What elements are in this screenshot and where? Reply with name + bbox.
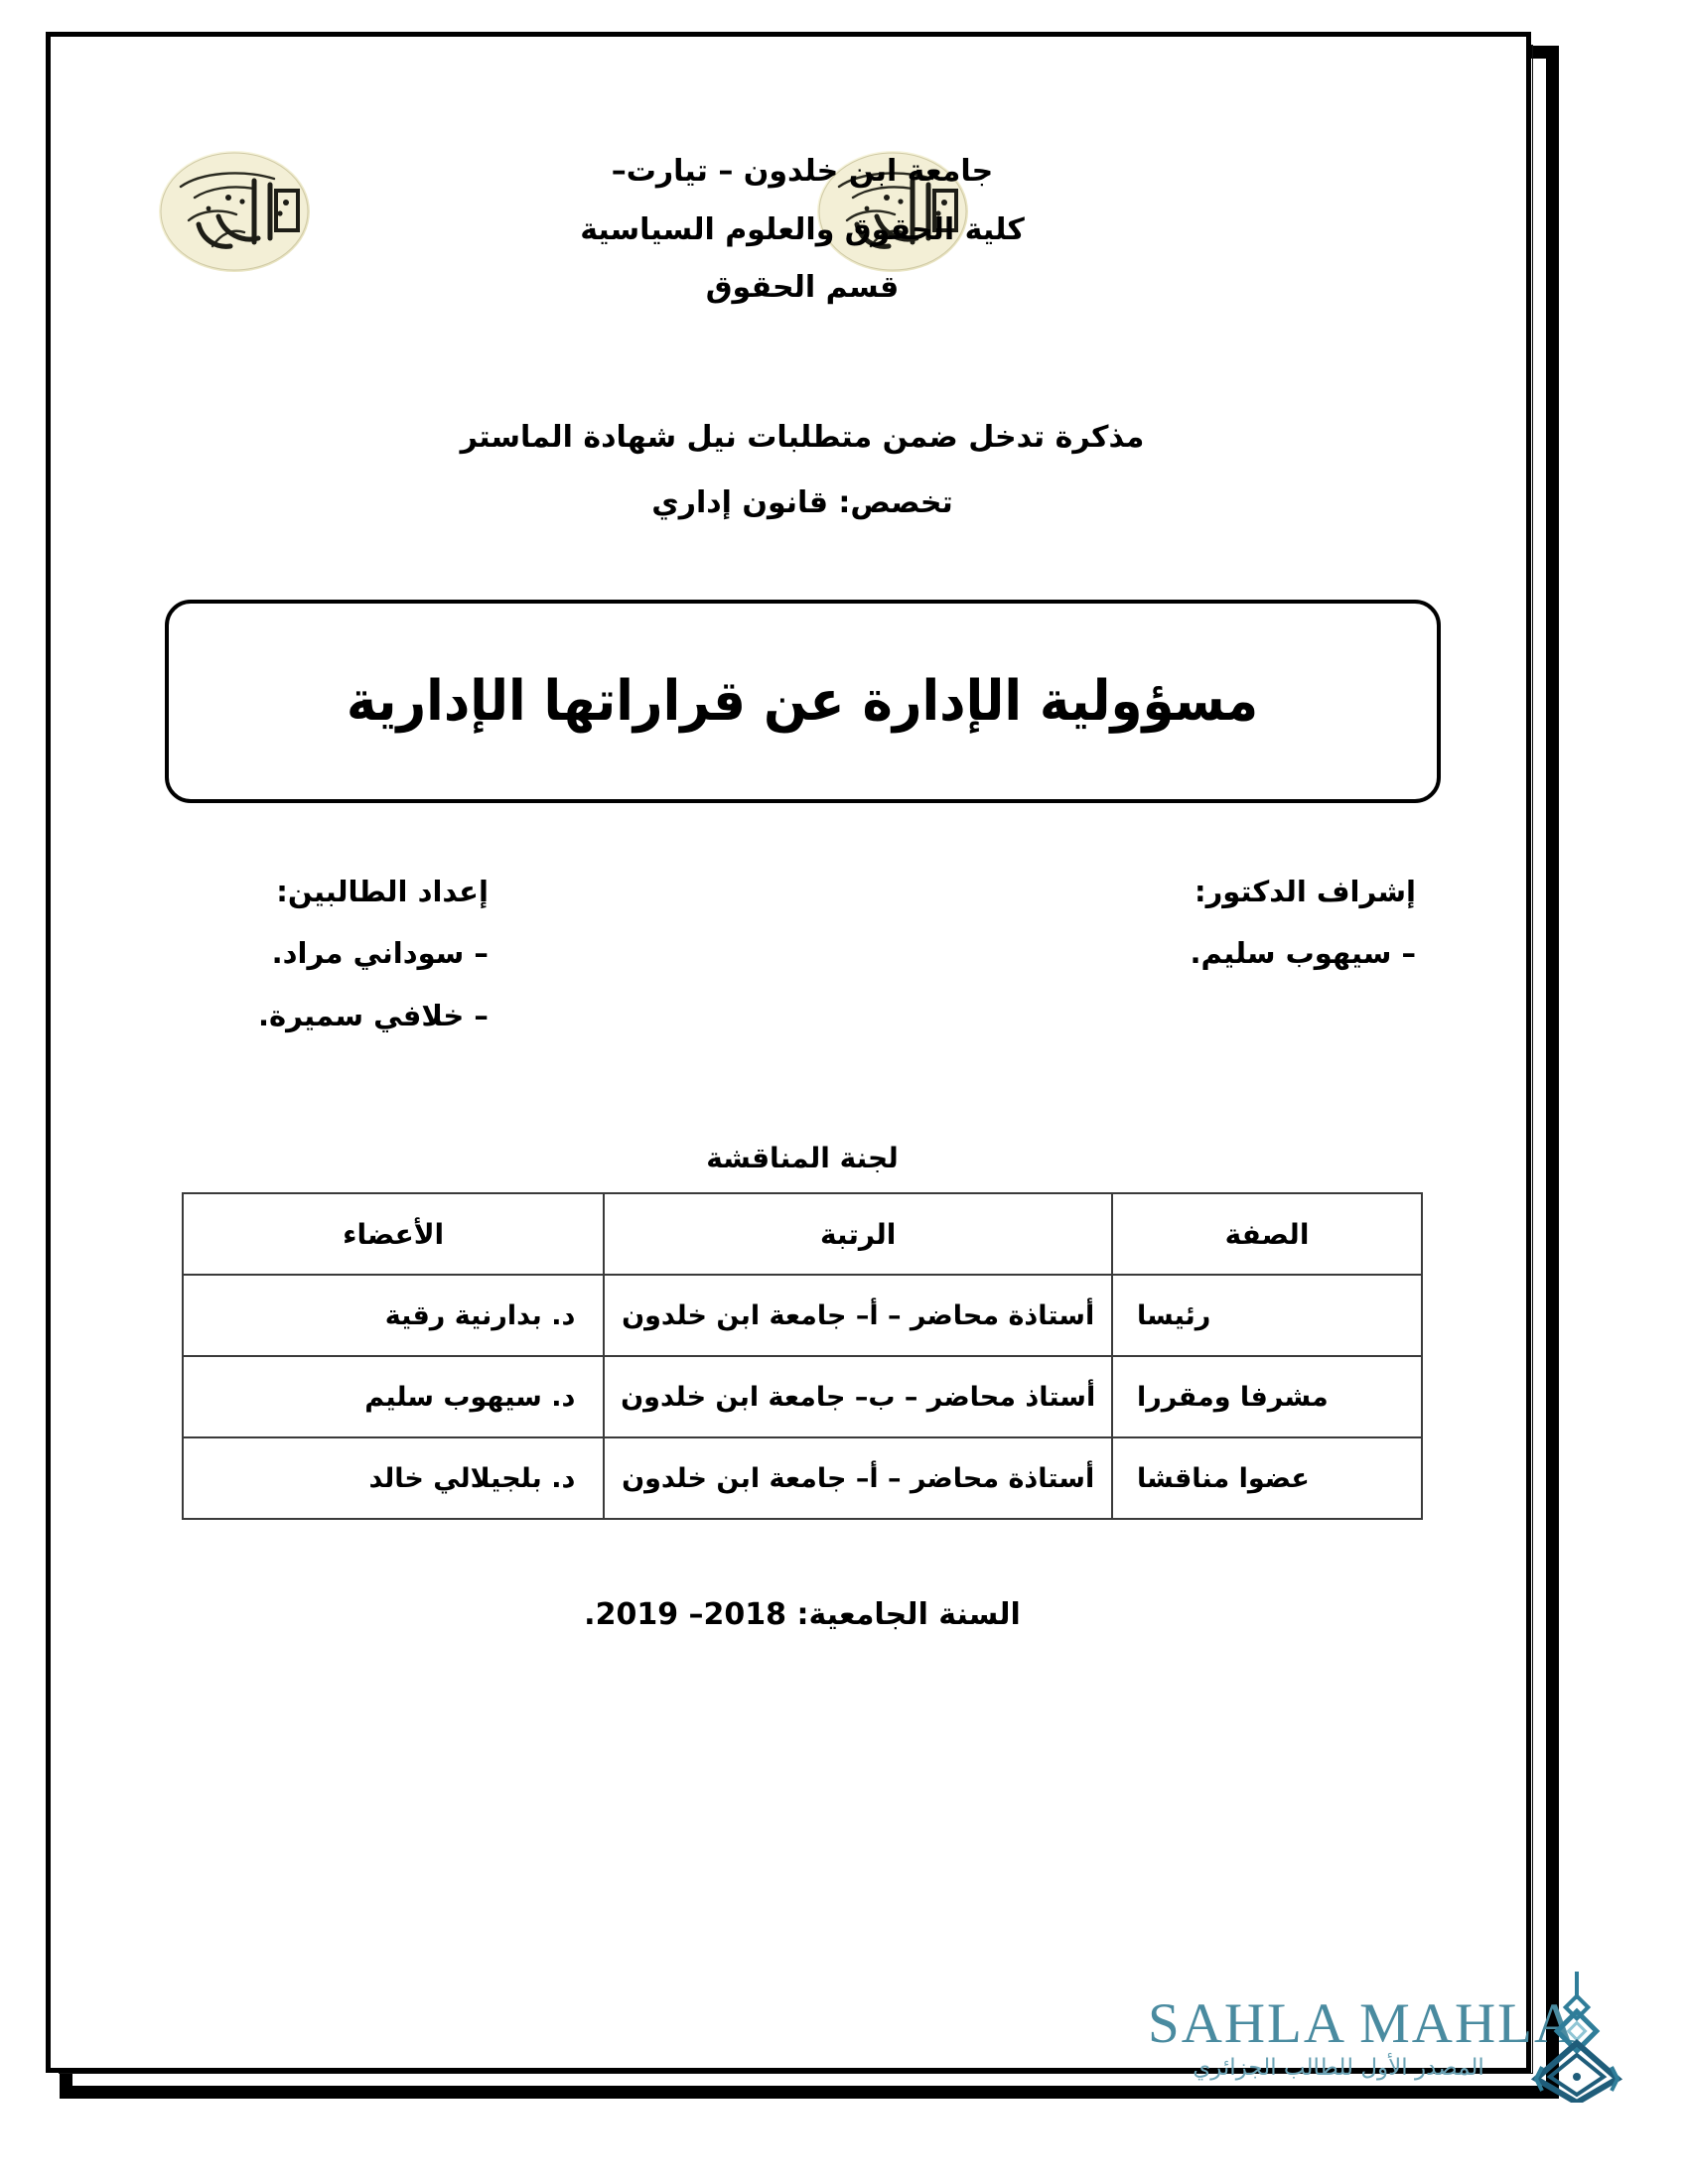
thesis-title-container: [60, 600, 1545, 803]
authorship-block: [60, 861, 1545, 1046]
cell-rank-2: أستاذ محاضر – ب– جامعة ابن خلدون: [604, 1356, 1112, 1437]
cell-member-3: د. بلجيلالي خالد: [183, 1437, 604, 1519]
thesis-title: مسؤولية الإدارة عن قراراتها الإدارية: [346, 669, 1259, 734]
column-header-rank: الرتبة: [604, 1193, 1112, 1275]
specialization-line: تخصص: قانون إداري: [651, 485, 953, 520]
cell-rank-1: أستاذة محاضر – أ– جامعة ابن خلدون: [604, 1275, 1112, 1356]
supervisor-heading: إشراف الدكتور:: [1195, 875, 1416, 908]
university-affiliation-block: [357, 143, 1247, 318]
diamond-lantern-icon: [1522, 1972, 1631, 2103]
table-header-row: [183, 1193, 1422, 1275]
cell-member-1: د. بدارنية رقية: [183, 1275, 604, 1356]
university-name: جامعة ابن خلدون – تيارت–: [611, 154, 994, 189]
department-name: قسم الحقوق: [705, 270, 900, 305]
faculty-name: كلية الحقوق والعلوم السياسية: [580, 211, 1025, 247]
committee-label: لجنة المناقشة: [706, 1142, 899, 1175]
sahla-mahla-watermark: [1140, 1964, 1636, 2113]
cell-role-1: رئيسا: [1112, 1275, 1422, 1356]
table-row: [183, 1275, 1422, 1356]
student-name-2: – خلافي سميرة.: [258, 998, 489, 1032]
academic-year: السنة الجامعية: 2018– 2019.: [584, 1597, 1021, 1633]
thesis-title-box: [165, 600, 1441, 803]
degree-statement-block: [60, 405, 1545, 536]
committee-table: [182, 1192, 1423, 1520]
cell-role-3: عضوا مناقشا: [1112, 1437, 1422, 1519]
column-header-role: الصفة: [1112, 1193, 1422, 1275]
university-seal-icon-right: [159, 151, 310, 272]
student-name-1: – سوداني مراد.: [271, 936, 489, 971]
supervisor-name-1: – سيهوب سليم.: [1190, 936, 1416, 971]
students-column: [258, 861, 489, 1046]
cell-role-2: مشرفا ومقررا: [1112, 1356, 1422, 1437]
degree-requirement-line: مذكرة تدخل ضمن متطلبات نيل شهادة الماستر: [460, 420, 1145, 455]
watermark-tagline: المصدر الأول للطالب الجزائري: [1193, 2055, 1484, 2081]
committee-table-container: [60, 1192, 1545, 1520]
cover-page-content: [60, 46, 1545, 2087]
column-header-member: الأعضاء: [183, 1193, 604, 1275]
university-header: [60, 46, 1545, 334]
table-row: [183, 1437, 1422, 1519]
students-heading: إعداد الطالبين:: [276, 875, 489, 908]
watermark-brand-name: SAHLA MAHLA: [1148, 1992, 1578, 2055]
supervisor-column: [1191, 861, 1416, 1046]
table-row: [183, 1356, 1422, 1437]
cell-rank-3: أستاذة محاضر – أ– جامعة ابن خلدون: [604, 1437, 1112, 1519]
cell-member-2: د. سيهوب سليم: [183, 1356, 604, 1437]
